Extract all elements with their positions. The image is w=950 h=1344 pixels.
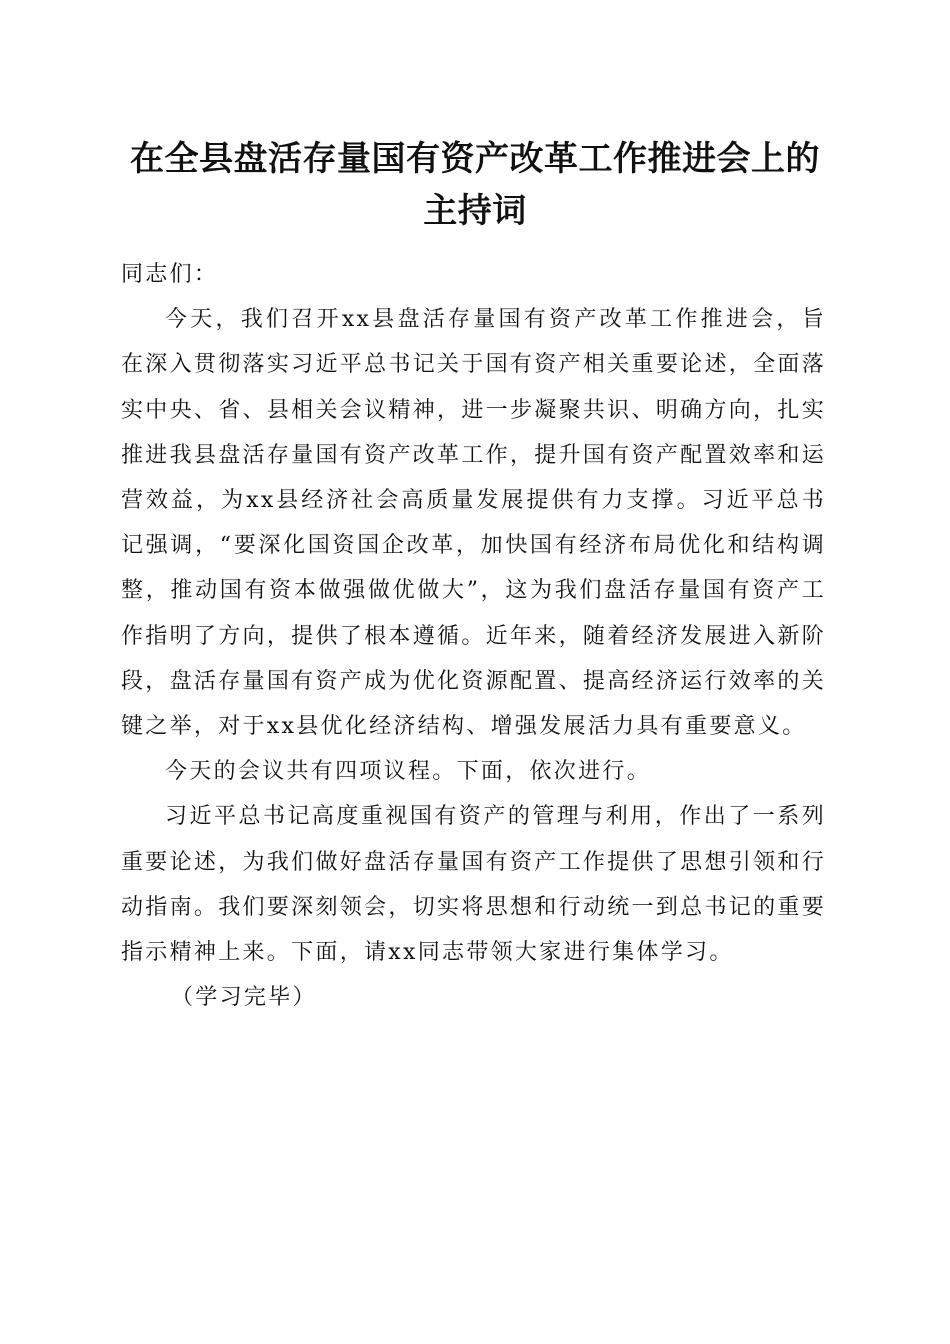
study-complete-note: （学习完毕） (171, 985, 317, 1011)
salutation: 同志们： (121, 262, 219, 287)
title-line-2: 主持词 (423, 191, 527, 231)
paragraph-opening: 今天，我们召开xx县盘活存量国有资产改革工作推进会，旨在深入贯彻落实习近平总书记关于国有资产相关重要论述，全面落实中央、省、县相关会议精神，进一步凝聚共识、明确方向，扎实推进我县盘活存量国有资产改革工作，提升国有资产配置效率和运营效益，为xx县经济社会高质量发展提供有力支撑。习近平总书记强调，“要深化国资国企改革，加快国有经济布局优化和结构调整，推动国有资本做强做优做大”，这为我们盘活存量国有资产工作指明了方向，提供了根本遵循。近年来，随着经济发展进入新阶段，盘活存量国有资产成为优化资源配置、提高经济运行效率的关键之举，对于xx县优化经济结构、增强发展活力具有重要意义。 (121, 307, 826, 740)
document-body (121, 252, 826, 1020)
title-line-1: 在全县盘活存量国有资产改革工作推进会上的 (130, 139, 820, 179)
document-title (110, 133, 840, 237)
paragraph-study: 习近平总书记高度重视国有资产的管理与利用，作出了一系列重要论述，为我们做好盘活存量国有资产工作提供了思想引领和行动指南。我们要深刻领会，切实将思想和行动统一到总书记的重要指示精神上来。下面，请xx同志带领大家进行集体学习。 (121, 804, 826, 966)
paragraph-agenda: 今天的会议共有四项议程。下面，依次进行。 (165, 759, 652, 785)
